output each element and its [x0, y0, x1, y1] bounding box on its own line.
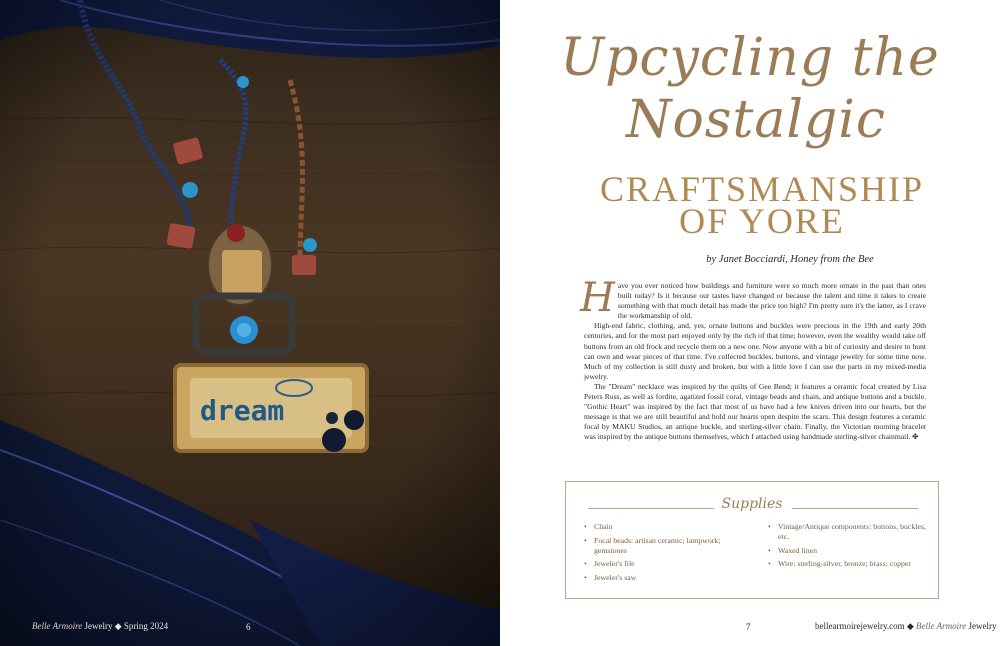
supply-item: • Jeweler's file [584, 559, 754, 569]
supply-item: • Vintage/Antique components: buttons, buckles, etc. [768, 522, 928, 542]
left-page-number: 6 [246, 622, 251, 632]
supply-item: • Chain [584, 522, 754, 532]
supply-item: • Focal beads: artisan ceramic; lampwork; gemstones [584, 536, 754, 556]
article-subtitle-line1: CRAFTSMANSHIP [599, 169, 925, 209]
supply-item: • Jeweler's saw [584, 573, 754, 583]
article-body [580, 275, 926, 443]
paragraph-1 [580, 275, 926, 321]
supplies-rule-right [792, 508, 918, 509]
supply-item: • Wire: sterling-silver, bronze; brass; copper [768, 559, 928, 569]
supplies-list-left [584, 522, 754, 586]
supplies-list-right [768, 522, 928, 573]
supply-item: • Waxed linen [768, 546, 928, 556]
supplies-heading: Supplies [721, 496, 783, 512]
byline: by Janet Bocciardi, Honey from the Bee [706, 254, 874, 265]
right-footer [815, 621, 997, 632]
publication-name: Jewelry [84, 621, 113, 631]
issue-label: Spring 2024 [123, 621, 169, 631]
article-subtitle-line2: OF YORE [679, 201, 845, 241]
brand-logo: Belle Armoire [32, 621, 83, 631]
paragraph-3: The "Dream" necklace was inspired by the quilts of Gee Bend; it features a ceramic focal created by Lisa Peters Russ, as well as fordite, agatized fossil coral, vintage beads and chain, and antique buttons and a buckle. "Gothic Heart" was inspired by the fact that most of us have had a few knives driven into our hearts, but the message is that we are still beautiful and hold our hearts open despite the scars. This design features a ceramic focal by MAKU Studios, an antique buckle, and sterling-silver chain. Finally, the Victorian morning bracelet was inspired by the antique buttons themselves, which I attached using handmade sterling-silver chainmail. ✤ [584, 381, 926, 442]
publication-name: Jewelry [968, 621, 997, 631]
article-title-line1: Upcycling the [560, 28, 940, 88]
article-title-line2: Nostalgic [625, 90, 887, 150]
footer-separator: ◆ [114, 621, 122, 631]
footer-separator: ◆ [906, 621, 914, 631]
drop-cap: H [580, 275, 615, 321]
paragraph-1-text: ave you ever noticed how buildings and furniture were so much more ornate in the past than ones built today? Is it because our tastes have changed or because the talent and time it takes to create something with that much detail has made the price too high? I'm pretty sure it's the latter, as I crave the workmanship of old. [617, 281, 926, 321]
supplies-box [565, 481, 939, 599]
website-link[interactable]: bellearmoirejewelry.com [815, 621, 905, 631]
left-footer-brand [32, 621, 168, 632]
brand-logo: Belle Armoire [916, 621, 967, 631]
paragraph-2: High-end fabric, clothing, and, yes, ornate buttons and buckles were precious in the 19th and early 20th centuries, and for the most part enjoyed only by the rich of that time; however, even the wealthy would take off buttons from an old frock and recycle them on a new one. Now anyone with a bit of curiosity and desire to hunt can own and wear pieces of that time. I've collected buckles, buttons, and vintage jewelry for some time now. Much of my collection is still dusty and broken, but with a little love I can use the parts in my mixed-media jewelry. [584, 321, 926, 381]
right-page-number: 7 [746, 622, 751, 632]
